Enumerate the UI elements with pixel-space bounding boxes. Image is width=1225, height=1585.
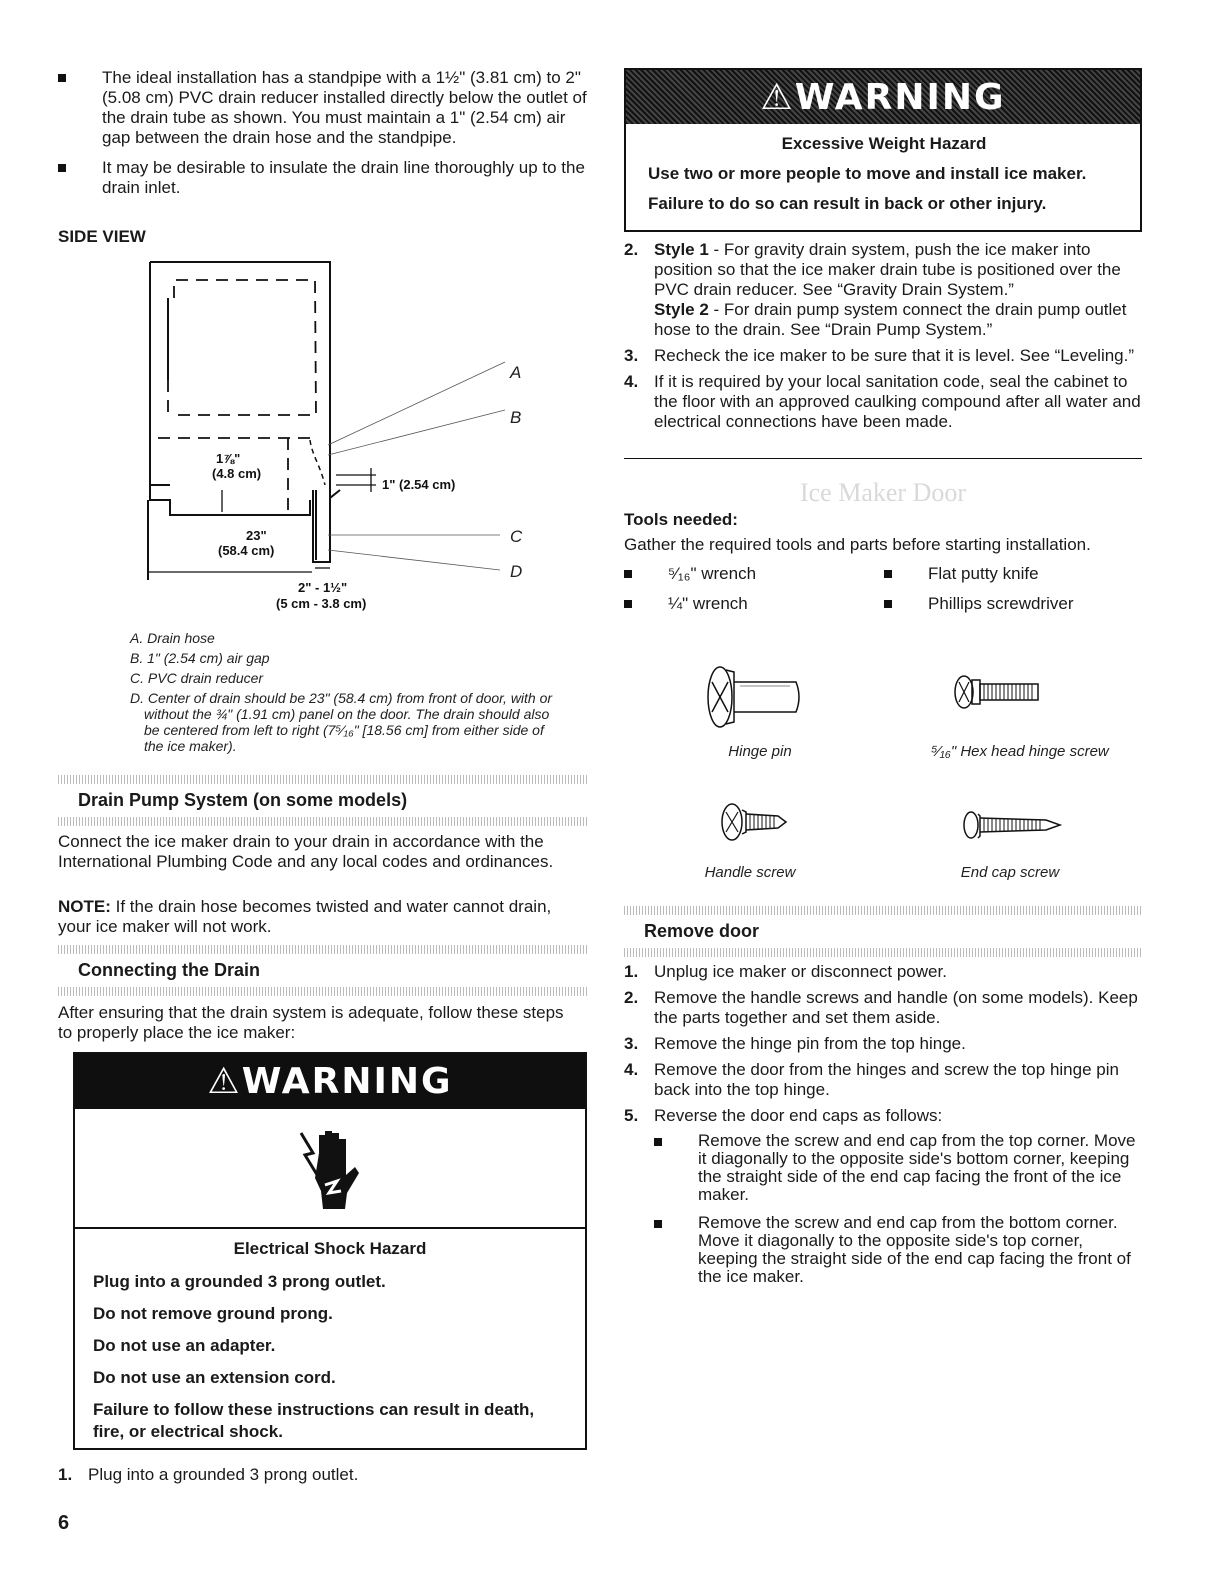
warning-line: Plug into a grounded 3 prong outlet. — [93, 1272, 386, 1291]
tools-heading: Tools needed: — [624, 510, 738, 529]
list-item: 4. Remove the door from the hinges and screw the top hinge pin back into the top hinge. — [624, 1060, 1119, 1099]
list-item: 5. Reverse the door end caps as follows: — [624, 1106, 943, 1125]
list-item: It may be desirable to insulate the drain line thoroughly up to the drain inlet. — [58, 158, 588, 198]
hex-head-screw-icon — [952, 672, 1042, 712]
drain-pump-text: Connect the ice maker drain to your drain in accordance with the International Plumbing Code and any local codes and ordinances. — [58, 832, 554, 871]
caption-c: C. PVC drain reducer — [130, 670, 264, 686]
list-item: 4. If it is required by your local sanitation code, seal the cabinet to the floor with an approved caulking compound after all water and electrical connections have been made. — [624, 372, 1141, 431]
dim-label: 1⅞" — [216, 451, 241, 466]
hazard-heading: Excessive Weight Hazard — [781, 134, 987, 153]
callout-letter: B — [510, 408, 522, 427]
placement-steps — [624, 240, 1144, 438]
list-item: The ideal installation has a standpipe with a 1½" (3.81 cm) to 2" (5.08 cm) PVC drain reducer installed directly below the outlet of the drain tube as shown. You must maintain a 1" (2.54 cm) air gap between the drain hose and the standpipe. — [58, 68, 588, 148]
page-number: 6 — [58, 1512, 70, 1534]
list-item: Phillips screwdriver — [884, 594, 1188, 614]
electric-shock-hand-icon — [295, 1123, 365, 1213]
step-1: 1. Plug into a grounded 3 prong outlet. — [58, 1465, 359, 1484]
remove-door-section — [624, 906, 1142, 957]
hazard-heading: Electrical Shock Hazard — [233, 1239, 427, 1258]
list-item: ¼" wrench — [624, 594, 928, 614]
callout-letter: D — [510, 562, 523, 581]
drain-pump-section — [58, 775, 588, 826]
dim-label: (58.4 cm) — [218, 543, 275, 558]
side-view-label: SIDE VIEW — [58, 227, 146, 246]
list-item: 2. Style 1 - For gravity drain system, push the ice maker into position so that the ice maker drain tube is positioned over the PVC drain reducer. See “Gravity Drain System.” Style 2 - For drain pump system connect the drain pump outlet hose to the drain. See “Drain Pump System.” — [624, 240, 1127, 339]
dim-label: 2" - 1½" — [298, 580, 348, 595]
sub-list — [624, 1132, 1140, 1286]
handle-screw-icon — [720, 800, 800, 845]
caption-a: A. Drain hose — [130, 630, 215, 646]
warning-box-electrical — [73, 1052, 587, 1450]
list-item: 1. Unplug ice maker or disconnect power. — [624, 962, 947, 981]
remove-door-steps — [624, 962, 1140, 1296]
list-item: ⁵⁄₁₆" wrench — [624, 564, 928, 584]
dim-label: 1" (2.54 cm) — [382, 477, 456, 492]
warning-line: Failure to follow these instructions can result in death, fire, or electrical shock. — [93, 1400, 535, 1441]
intro-bullets — [58, 68, 588, 208]
part-label: Handle screw — [704, 864, 796, 881]
dim-label: 23" — [246, 528, 267, 543]
connecting-section — [58, 945, 588, 996]
warning-line: Failure to do so can result in back or other injury. — [648, 194, 1047, 213]
caption-d: D. Center of drain should be 23" (58.4 cm) from front of door, with or without the ¾" (1.91 cm) panel on the door. The drain should also be centered from left to right (7⁵⁄₁₆" [18.56 cm] from either side of the ice maker). — [130, 690, 553, 754]
warning-line: Use two or more people to move and install ice maker. — [648, 164, 1087, 183]
drain-pump-note: NOTE: If the drain hose becomes twisted and water cannot drain, your ice maker will not work. — [58, 897, 552, 936]
list-item: 3. Recheck the ice maker to be sure that it is level. See “Leveling.” — [624, 346, 1135, 365]
divider — [624, 458, 1142, 459]
section-title: Ice Maker Door — [799, 478, 967, 507]
side-view-diagram — [140, 250, 540, 620]
warning-box-weight — [624, 68, 1142, 232]
section-heading: Drain Pump System (on some models) — [78, 790, 408, 810]
part-label: ⁵⁄₁₆" Hex head hinge screw — [931, 743, 1109, 760]
end-cap-screw-icon — [962, 808, 1072, 843]
part-label: End cap screw — [960, 864, 1060, 881]
list-item: 3. Remove the hinge pin from the top hinge. — [624, 1034, 966, 1053]
warning-title: ⚠WARNING — [207, 1061, 453, 1102]
part-label: Hinge pin — [728, 743, 792, 760]
list-item: 2. Remove the handle screws and handle (on some models). Keep the parts together and set them aside. — [624, 988, 1138, 1027]
connecting-text: After ensuring that the drain system is adequate, follow these steps to properly place the ice maker: — [58, 1003, 564, 1042]
hinge-pin-icon — [700, 660, 820, 735]
list-item: Flat putty knife — [884, 564, 1188, 584]
warning-line: Do not use an adapter. — [93, 1336, 276, 1355]
list-item: Remove the screw and end cap from the bottom corner. Move it diagonally to the opposite side's top corner, keeping the straight side of the end cap facing the front of the ice maker. — [654, 1214, 1140, 1286]
section-heading: Remove door — [644, 921, 760, 941]
dim-label: (4.8 cm) — [212, 466, 262, 481]
warning-line: Do not use an extension cord. — [93, 1368, 336, 1387]
dim-label: (5 cm - 3.8 cm) — [276, 596, 367, 611]
warning-line: Do not remove ground prong. — [93, 1304, 333, 1323]
section-heading: Connecting the Drain — [78, 960, 261, 980]
callout-letter: A — [510, 363, 522, 382]
tools-intro: Gather the required tools and parts before starting installation. — [624, 535, 1091, 554]
caption-b: B. 1" (2.54 cm) air gap — [130, 650, 270, 666]
list-item: Remove the screw and end cap from the top corner. Move it diagonally to the opposite side's bottom corner, keeping the straight side of the end cap facing the front of the ice maker. — [654, 1132, 1140, 1204]
diagram-captions — [130, 630, 560, 754]
callout-letter: C — [510, 527, 523, 546]
warning-title: ⚠WARNING — [760, 76, 1006, 118]
